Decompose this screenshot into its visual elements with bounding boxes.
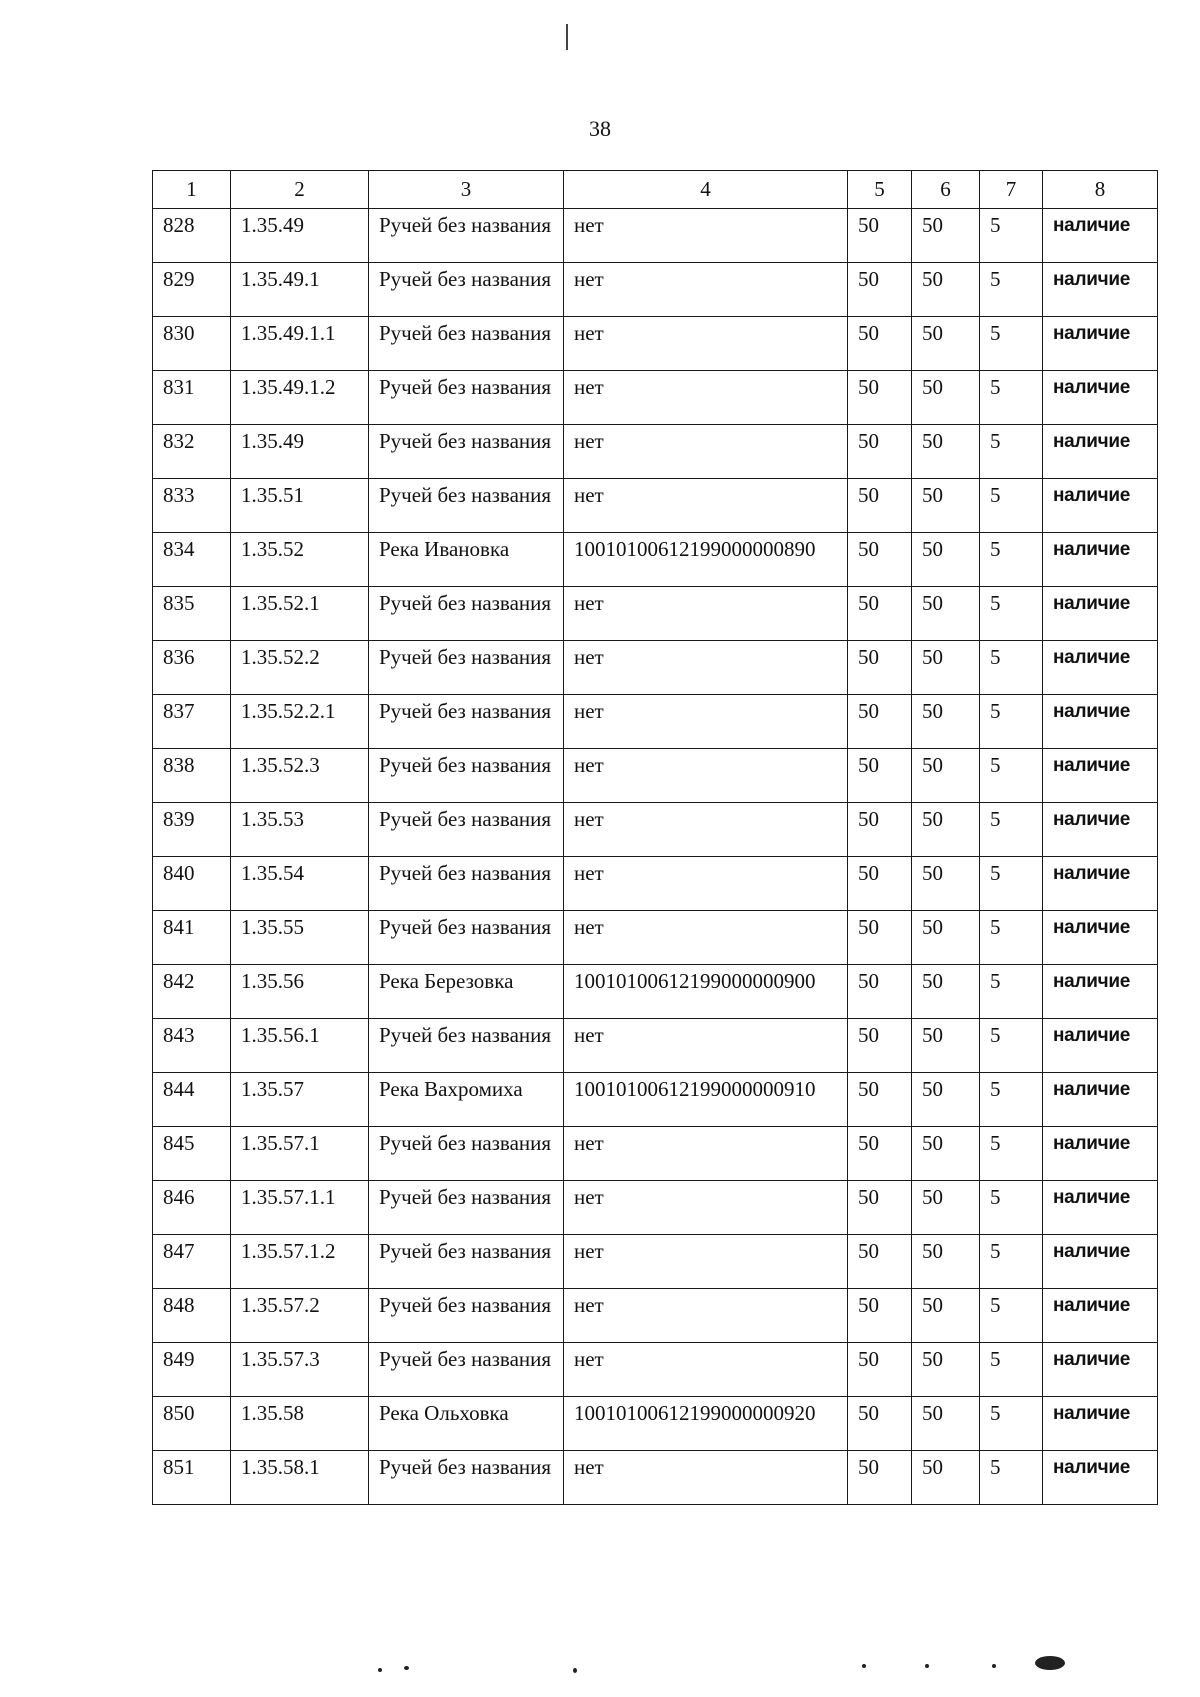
object-code: 1.35.49.1 (231, 263, 369, 317)
registry-code: нет (564, 1235, 848, 1289)
object-name: Ручей без названия (369, 425, 564, 479)
value-col-5: 50 (848, 317, 912, 371)
table-row (153, 1343, 1158, 1397)
object-code: 1.35.57.1 (231, 1127, 369, 1181)
object-code: 1.35.52.2.1 (231, 695, 369, 749)
object-name: Ручей без названия (369, 911, 564, 965)
status-cell: наличие (1043, 1451, 1158, 1505)
value-col-7: 5 (980, 1019, 1043, 1073)
table-row (153, 209, 1158, 263)
object-code: 1.35.57.2 (231, 1289, 369, 1343)
value-col-7: 5 (980, 1235, 1043, 1289)
registry-code: нет (564, 587, 848, 641)
row-number: 830 (153, 317, 231, 371)
object-code: 1.35.56 (231, 965, 369, 1019)
row-number: 832 (153, 425, 231, 479)
object-name: Ручей без названия (369, 317, 564, 371)
status-cell: наличие (1043, 1181, 1158, 1235)
scan-speck (925, 1664, 929, 1668)
object-name: Река Ивановка (369, 533, 564, 587)
object-name: Ручей без названия (369, 1289, 564, 1343)
object-code: 1.35.57.3 (231, 1343, 369, 1397)
value-col-7: 5 (980, 1397, 1043, 1451)
table-row (153, 1019, 1158, 1073)
value-col-6: 50 (912, 965, 980, 1019)
table-row (153, 803, 1158, 857)
value-col-5: 50 (848, 1397, 912, 1451)
value-col-7: 5 (980, 1073, 1043, 1127)
object-name: Ручей без названия (369, 803, 564, 857)
value-col-7: 5 (980, 371, 1043, 425)
table-row (153, 965, 1158, 1019)
object-code: 1.35.57.1.1 (231, 1181, 369, 1235)
row-number: 835 (153, 587, 231, 641)
table-row (153, 263, 1158, 317)
object-name: Ручей без названия (369, 1343, 564, 1397)
row-number: 848 (153, 1289, 231, 1343)
column-header: 5 (848, 171, 912, 209)
value-col-7: 5 (980, 1451, 1043, 1505)
registry-code: нет (564, 1127, 848, 1181)
registry-code: нет (564, 479, 848, 533)
value-col-6: 50 (912, 857, 980, 911)
row-number: 847 (153, 1235, 231, 1289)
object-name: Река Березовка (369, 965, 564, 1019)
object-name: Река Вахромиха (369, 1073, 564, 1127)
registry-code: нет (564, 911, 848, 965)
table-row (153, 1289, 1158, 1343)
object-code: 1.35.51 (231, 479, 369, 533)
status-cell: наличие (1043, 749, 1158, 803)
value-col-6: 50 (912, 1451, 980, 1505)
value-col-5: 50 (848, 479, 912, 533)
table-header-row (153, 171, 1158, 209)
object-code: 1.35.58.1 (231, 1451, 369, 1505)
scan-speck (1035, 1656, 1065, 1670)
value-col-5: 50 (848, 1451, 912, 1505)
status-cell: наличие (1043, 1019, 1158, 1073)
object-code: 1.35.52.2 (231, 641, 369, 695)
object-code: 1.35.56.1 (231, 1019, 369, 1073)
table-row (153, 533, 1158, 587)
registry-code: нет (564, 425, 848, 479)
value-col-7: 5 (980, 803, 1043, 857)
table-row (153, 317, 1158, 371)
registry-code: нет (564, 1343, 848, 1397)
row-number: 829 (153, 263, 231, 317)
value-col-5: 50 (848, 587, 912, 641)
table-row (153, 1181, 1158, 1235)
object-name: Ручей без названия (369, 263, 564, 317)
object-name: Ручей без названия (369, 209, 564, 263)
water-objects-table (152, 170, 1158, 1505)
registry-code: нет (564, 1289, 848, 1343)
object-name: Ручей без названия (369, 641, 564, 695)
value-col-6: 50 (912, 695, 980, 749)
value-col-5: 50 (848, 965, 912, 1019)
row-number: 834 (153, 533, 231, 587)
value-col-6: 50 (912, 803, 980, 857)
table-row (153, 857, 1158, 911)
value-col-7: 5 (980, 533, 1043, 587)
registry-code: нет (564, 695, 848, 749)
table-row (153, 641, 1158, 695)
table-row (153, 749, 1158, 803)
status-cell: наличие (1043, 371, 1158, 425)
value-col-7: 5 (980, 1343, 1043, 1397)
value-col-6: 50 (912, 1181, 980, 1235)
column-header: 2 (231, 171, 369, 209)
registry-code: 10010100612199000000900 (564, 965, 848, 1019)
row-number: 837 (153, 695, 231, 749)
status-cell: наличие (1043, 1235, 1158, 1289)
status-cell: наличие (1043, 1127, 1158, 1181)
object-name: Река Ольховка (369, 1397, 564, 1451)
object-name: Ручей без названия (369, 479, 564, 533)
table-row (153, 371, 1158, 425)
row-number: 845 (153, 1127, 231, 1181)
table-row (153, 479, 1158, 533)
object-code: 1.35.54 (231, 857, 369, 911)
object-code: 1.35.55 (231, 911, 369, 965)
value-col-5: 50 (848, 641, 912, 695)
status-cell: наличие (1043, 1343, 1158, 1397)
registry-code: нет (564, 857, 848, 911)
value-col-5: 50 (848, 1073, 912, 1127)
object-code: 1.35.49.1.1 (231, 317, 369, 371)
registry-code: 10010100612199000000910 (564, 1073, 848, 1127)
object-name: Ручей без названия (369, 1181, 564, 1235)
page-number: 38 (589, 116, 611, 141)
status-cell: наличие (1043, 317, 1158, 371)
value-col-7: 5 (980, 587, 1043, 641)
row-number: 846 (153, 1181, 231, 1235)
object-code: 1.35.49.1.2 (231, 371, 369, 425)
value-col-6: 50 (912, 1073, 980, 1127)
table-row (153, 1397, 1158, 1451)
row-number: 841 (153, 911, 231, 965)
value-col-7: 5 (980, 749, 1043, 803)
object-code: 1.35.58 (231, 1397, 369, 1451)
scan-speck (862, 1664, 866, 1668)
value-col-7: 5 (980, 209, 1043, 263)
registry-code: нет (564, 371, 848, 425)
table-row (153, 1127, 1158, 1181)
row-number: 844 (153, 1073, 231, 1127)
registry-code: нет (564, 317, 848, 371)
table-row (153, 695, 1158, 749)
status-cell: наличие (1043, 209, 1158, 263)
table-row (153, 1451, 1158, 1505)
value-col-6: 50 (912, 749, 980, 803)
object-code: 1.35.49 (231, 425, 369, 479)
object-name: Ручей без названия (369, 1451, 564, 1505)
registry-code: 10010100612199000000920 (564, 1397, 848, 1451)
value-col-7: 5 (980, 317, 1043, 371)
value-col-6: 50 (912, 371, 980, 425)
status-cell: наличие (1043, 479, 1158, 533)
value-col-5: 50 (848, 425, 912, 479)
status-cell: наличие (1043, 263, 1158, 317)
column-header: 4 (564, 171, 848, 209)
scan-speck (573, 1668, 577, 1673)
row-number: 849 (153, 1343, 231, 1397)
value-col-6: 50 (912, 641, 980, 695)
row-number: 833 (153, 479, 231, 533)
column-header: 7 (980, 171, 1043, 209)
row-number: 851 (153, 1451, 231, 1505)
status-cell: наличие (1043, 965, 1158, 1019)
value-col-7: 5 (980, 695, 1043, 749)
row-number: 839 (153, 803, 231, 857)
status-cell: наличие (1043, 695, 1158, 749)
value-col-5: 50 (848, 1343, 912, 1397)
value-col-5: 50 (848, 1127, 912, 1181)
value-col-6: 50 (912, 209, 980, 263)
value-col-5: 50 (848, 803, 912, 857)
value-col-7: 5 (980, 641, 1043, 695)
column-header: 8 (1043, 171, 1158, 209)
object-name: Ручей без названия (369, 1127, 564, 1181)
object-code: 1.35.57 (231, 1073, 369, 1127)
value-col-5: 50 (848, 263, 912, 317)
column-header: 6 (912, 171, 980, 209)
object-code: 1.35.52.3 (231, 749, 369, 803)
scan-speck (992, 1664, 996, 1668)
value-col-7: 5 (980, 1181, 1043, 1235)
value-col-5: 50 (848, 1289, 912, 1343)
object-code: 1.35.53 (231, 803, 369, 857)
value-col-6: 50 (912, 1235, 980, 1289)
value-col-5: 50 (848, 857, 912, 911)
value-col-6: 50 (912, 263, 980, 317)
status-cell: наличие (1043, 1397, 1158, 1451)
object-code: 1.35.49 (231, 209, 369, 263)
value-col-6: 50 (912, 317, 980, 371)
registry-code: нет (564, 209, 848, 263)
value-col-5: 50 (848, 749, 912, 803)
registry-code: нет (564, 803, 848, 857)
object-code: 1.35.57.1.2 (231, 1235, 369, 1289)
table-row (153, 1235, 1158, 1289)
object-name: Ручей без названия (369, 749, 564, 803)
object-name: Ручей без названия (369, 1235, 564, 1289)
value-col-5: 50 (848, 1181, 912, 1235)
column-header: 3 (369, 171, 564, 209)
registry-code: нет (564, 1451, 848, 1505)
value-col-7: 5 (980, 911, 1043, 965)
status-cell: наличие (1043, 425, 1158, 479)
row-number: 850 (153, 1397, 231, 1451)
row-number: 840 (153, 857, 231, 911)
row-number: 838 (153, 749, 231, 803)
value-col-7: 5 (980, 479, 1043, 533)
row-number: 843 (153, 1019, 231, 1073)
row-number: 836 (153, 641, 231, 695)
table-row (153, 1073, 1158, 1127)
table-body (153, 209, 1158, 1505)
value-col-6: 50 (912, 911, 980, 965)
scan-artifact-line (566, 24, 568, 50)
registry-code: нет (564, 263, 848, 317)
status-cell: наличие (1043, 587, 1158, 641)
table-row (153, 587, 1158, 641)
registry-code: нет (564, 749, 848, 803)
object-name: Ручей без названия (369, 857, 564, 911)
value-col-5: 50 (848, 1019, 912, 1073)
status-cell: наличие (1043, 803, 1158, 857)
value-col-7: 5 (980, 425, 1043, 479)
value-col-5: 50 (848, 533, 912, 587)
table-row (153, 911, 1158, 965)
object-name: Ручей без названия (369, 1019, 564, 1073)
object-name: Ручей без названия (369, 371, 564, 425)
value-col-5: 50 (848, 695, 912, 749)
object-name: Ручей без названия (369, 695, 564, 749)
value-col-7: 5 (980, 1127, 1043, 1181)
column-header: 1 (153, 171, 231, 209)
value-col-7: 5 (980, 263, 1043, 317)
value-col-7: 5 (980, 965, 1043, 1019)
value-col-5: 50 (848, 371, 912, 425)
status-cell: наличие (1043, 641, 1158, 695)
value-col-6: 50 (912, 587, 980, 641)
value-col-5: 50 (848, 209, 912, 263)
status-cell: наличие (1043, 857, 1158, 911)
value-col-6: 50 (912, 425, 980, 479)
value-col-7: 5 (980, 857, 1043, 911)
object-code: 1.35.52.1 (231, 587, 369, 641)
table-row (153, 425, 1158, 479)
registry-code: нет (564, 1019, 848, 1073)
registry-code: 10010100612199000000890 (564, 533, 848, 587)
status-cell: наличие (1043, 1073, 1158, 1127)
registry-code: нет (564, 1181, 848, 1235)
value-col-6: 50 (912, 1019, 980, 1073)
registry-code: нет (564, 641, 848, 695)
row-number: 842 (153, 965, 231, 1019)
value-col-6: 50 (912, 1397, 980, 1451)
value-col-6: 50 (912, 1289, 980, 1343)
value-col-5: 50 (848, 911, 912, 965)
scan-speck (404, 1666, 409, 1670)
value-col-6: 50 (912, 1343, 980, 1397)
value-col-6: 50 (912, 1127, 980, 1181)
value-col-6: 50 (912, 479, 980, 533)
status-cell: наличие (1043, 911, 1158, 965)
row-number: 831 (153, 371, 231, 425)
value-col-6: 50 (912, 533, 980, 587)
status-cell: наличие (1043, 533, 1158, 587)
object-name: Ручей без названия (369, 587, 564, 641)
row-number: 828 (153, 209, 231, 263)
value-col-5: 50 (848, 1235, 912, 1289)
value-col-7: 5 (980, 1289, 1043, 1343)
object-code: 1.35.52 (231, 533, 369, 587)
scan-speck (378, 1668, 382, 1672)
status-cell: наличие (1043, 1289, 1158, 1343)
